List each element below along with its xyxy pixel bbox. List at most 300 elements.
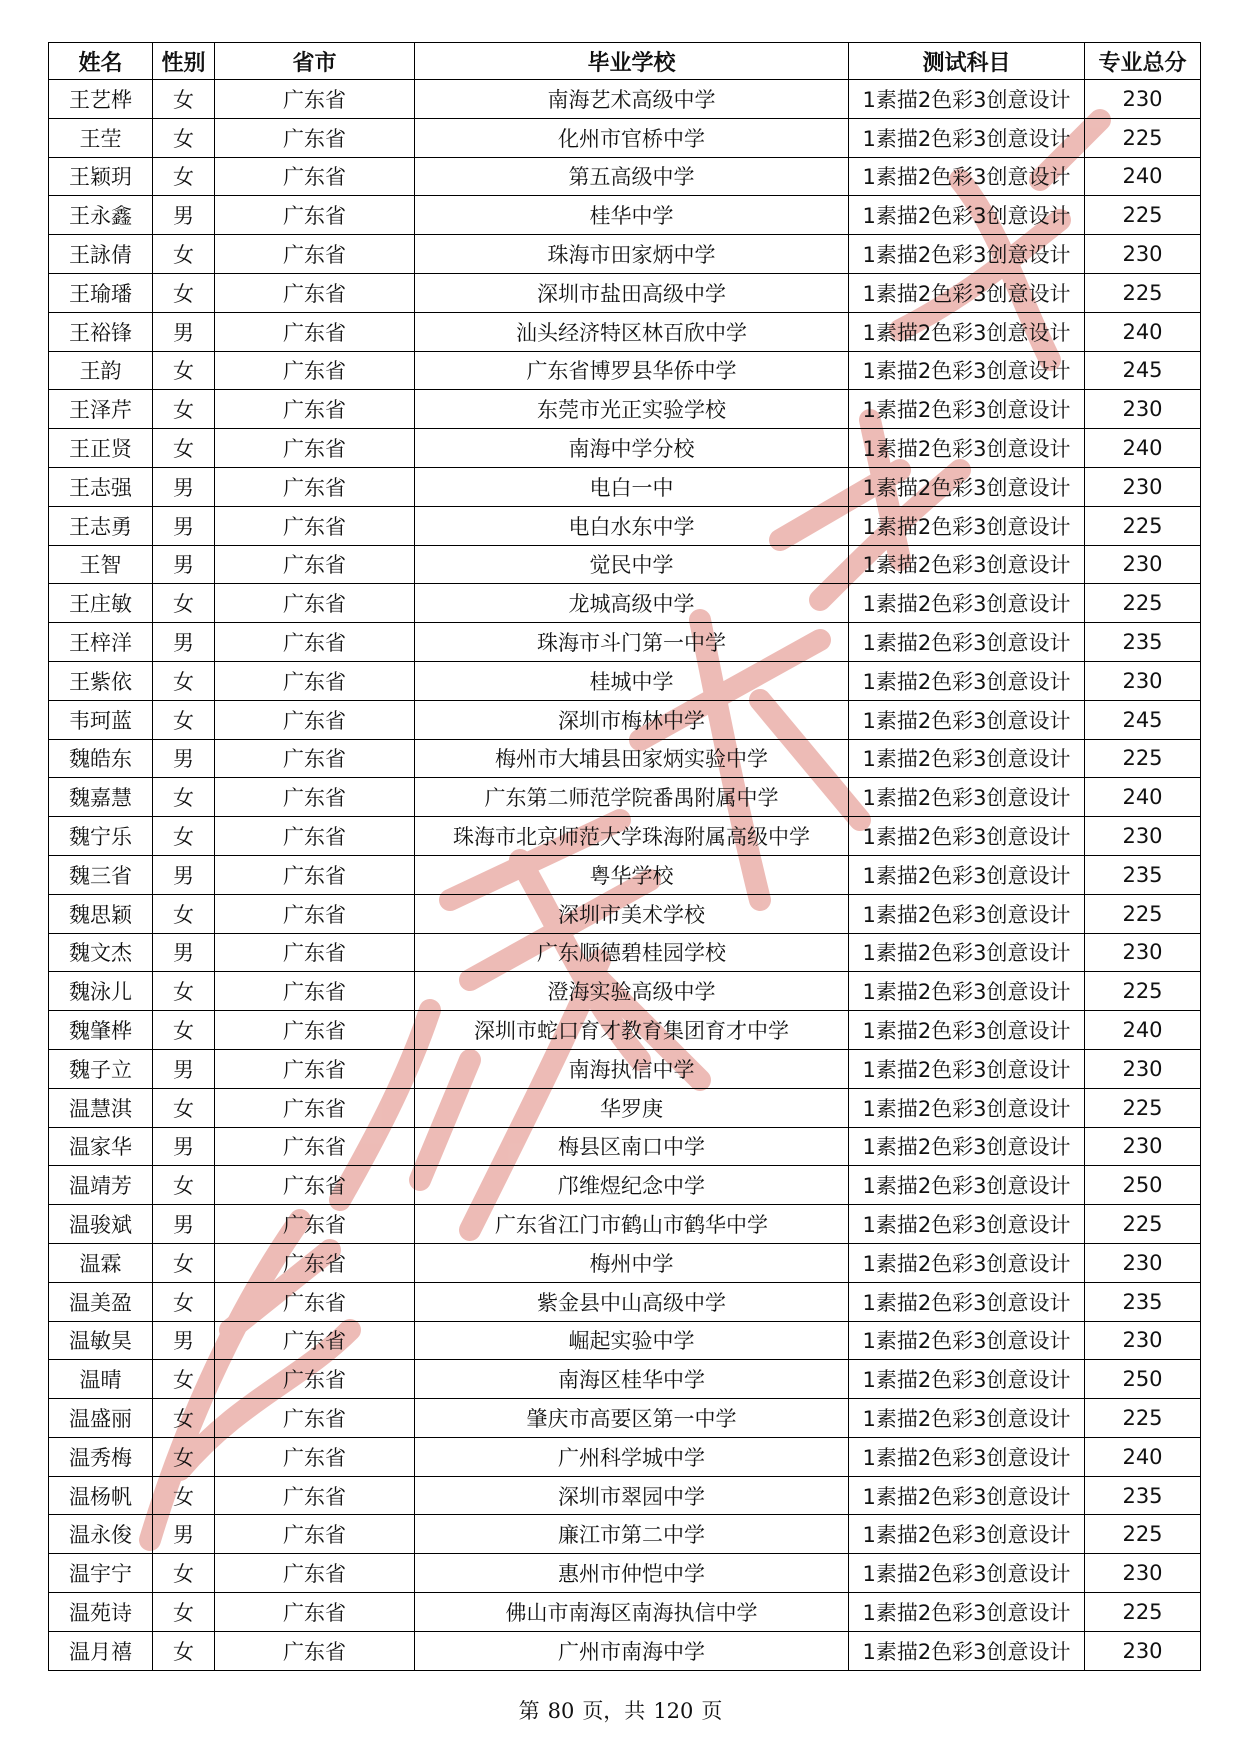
cell-name: 王庄敏 bbox=[49, 584, 153, 623]
cell-province: 广东省 bbox=[215, 1049, 415, 1088]
cell-province: 广东省 bbox=[215, 700, 415, 739]
cell-province: 广东省 bbox=[215, 933, 415, 972]
cell-name: 温杨帆 bbox=[49, 1476, 153, 1515]
cell-school: 南海中学分校 bbox=[415, 429, 849, 468]
cell-province: 广东省 bbox=[215, 429, 415, 468]
cell-gender: 女 bbox=[153, 1088, 215, 1127]
cell-gender: 女 bbox=[153, 1437, 215, 1476]
cell-school: 粤华学校 bbox=[415, 855, 849, 894]
cell-total-score: 230 bbox=[1085, 1049, 1201, 1088]
table-row bbox=[49, 855, 1201, 894]
cell-school: 惠州市仲恺中学 bbox=[415, 1554, 849, 1593]
cell-name: 王泽芹 bbox=[49, 390, 153, 429]
cell-province: 广东省 bbox=[215, 1554, 415, 1593]
header-subjects: 测试科目 bbox=[849, 43, 1085, 80]
cell-province: 广东省 bbox=[215, 312, 415, 351]
cell-gender: 男 bbox=[153, 196, 215, 235]
cell-subjects: 1素描2色彩3创意设计 bbox=[849, 196, 1085, 235]
cell-gender: 男 bbox=[153, 1205, 215, 1244]
cell-province: 广东省 bbox=[215, 351, 415, 390]
cell-school: 佛山市南海区南海执信中学 bbox=[415, 1593, 849, 1632]
cell-total-score: 225 bbox=[1085, 1088, 1201, 1127]
cell-name: 魏宁乐 bbox=[49, 817, 153, 856]
cell-gender: 男 bbox=[153, 545, 215, 584]
cell-subjects: 1素描2色彩3创意设计 bbox=[849, 1011, 1085, 1050]
table-row bbox=[49, 1631, 1201, 1670]
cell-total-score: 230 bbox=[1085, 80, 1201, 119]
cell-name: 王志强 bbox=[49, 467, 153, 506]
table-row bbox=[49, 1282, 1201, 1321]
table-row bbox=[49, 1011, 1201, 1050]
cell-school: 广州科学城中学 bbox=[415, 1437, 849, 1476]
cell-name: 温霖 bbox=[49, 1243, 153, 1282]
cell-school: 南海艺术高级中学 bbox=[415, 80, 849, 119]
cell-province: 广东省 bbox=[215, 817, 415, 856]
cell-subjects: 1素描2色彩3创意设计 bbox=[849, 1360, 1085, 1399]
cell-province: 广东省 bbox=[215, 1321, 415, 1360]
cell-subjects: 1素描2色彩3创意设计 bbox=[849, 157, 1085, 196]
footer-total-pages: 120 bbox=[653, 1699, 694, 1723]
table-row bbox=[49, 623, 1201, 662]
table-row bbox=[49, 118, 1201, 157]
header-gender: 性别 bbox=[153, 43, 215, 80]
cell-total-score: 235 bbox=[1085, 1282, 1201, 1321]
cell-total-score: 250 bbox=[1085, 1360, 1201, 1399]
cell-province: 广东省 bbox=[215, 855, 415, 894]
cell-subjects: 1素描2色彩3创意设计 bbox=[849, 1554, 1085, 1593]
cell-name: 魏子立 bbox=[49, 1049, 153, 1088]
table-row bbox=[49, 196, 1201, 235]
table-row bbox=[49, 1205, 1201, 1244]
cell-school: 广东第二师范学院番禺附属中学 bbox=[415, 778, 849, 817]
cell-school: 珠海市北京师范大学珠海附属高级中学 bbox=[415, 817, 849, 856]
cell-subjects: 1素描2色彩3创意设计 bbox=[849, 855, 1085, 894]
cell-gender: 女 bbox=[153, 817, 215, 856]
cell-province: 广东省 bbox=[215, 545, 415, 584]
cell-subjects: 1素描2色彩3创意设计 bbox=[849, 235, 1085, 274]
cell-gender: 女 bbox=[153, 1360, 215, 1399]
cell-total-score: 225 bbox=[1085, 506, 1201, 545]
cell-name: 温晴 bbox=[49, 1360, 153, 1399]
cell-total-score: 240 bbox=[1085, 1011, 1201, 1050]
table-row bbox=[49, 1593, 1201, 1632]
cell-total-score: 225 bbox=[1085, 894, 1201, 933]
table-row bbox=[49, 933, 1201, 972]
cell-total-score: 235 bbox=[1085, 855, 1201, 894]
cell-name: 温美盈 bbox=[49, 1282, 153, 1321]
cell-school: 紫金县中山高级中学 bbox=[415, 1282, 849, 1321]
cell-total-score: 240 bbox=[1085, 157, 1201, 196]
cell-name: 王艺桦 bbox=[49, 80, 153, 119]
cell-name: 王瑜璠 bbox=[49, 273, 153, 312]
table-row bbox=[49, 1166, 1201, 1205]
cell-province: 广东省 bbox=[215, 1011, 415, 1050]
cell-total-score: 235 bbox=[1085, 1476, 1201, 1515]
cell-name: 王韵 bbox=[49, 351, 153, 390]
cell-subjects: 1素描2色彩3创意设计 bbox=[849, 118, 1085, 157]
cell-name: 魏肇桦 bbox=[49, 1011, 153, 1050]
cell-school: 广东省博罗县华侨中学 bbox=[415, 351, 849, 390]
cell-total-score: 225 bbox=[1085, 972, 1201, 1011]
header-name: 姓名 bbox=[49, 43, 153, 80]
cell-province: 广东省 bbox=[215, 739, 415, 778]
cell-name: 王志勇 bbox=[49, 506, 153, 545]
cell-subjects: 1素描2色彩3创意设计 bbox=[849, 545, 1085, 584]
cell-gender: 男 bbox=[153, 467, 215, 506]
cell-name: 温靖芳 bbox=[49, 1166, 153, 1205]
cell-name: 魏文杰 bbox=[49, 933, 153, 972]
table-row bbox=[49, 351, 1201, 390]
cell-name: 魏思颖 bbox=[49, 894, 153, 933]
cell-subjects: 1素描2色彩3创意设计 bbox=[849, 1593, 1085, 1632]
cell-province: 广东省 bbox=[215, 1631, 415, 1670]
table-row bbox=[49, 1049, 1201, 1088]
cell-subjects: 1素描2色彩3创意设计 bbox=[849, 972, 1085, 1011]
cell-province: 广东省 bbox=[215, 1360, 415, 1399]
cell-subjects: 1素描2色彩3创意设计 bbox=[849, 312, 1085, 351]
table-row bbox=[49, 778, 1201, 817]
cell-subjects: 1素描2色彩3创意设计 bbox=[849, 817, 1085, 856]
table-row bbox=[49, 1399, 1201, 1438]
table-row bbox=[49, 894, 1201, 933]
cell-name: 魏三省 bbox=[49, 855, 153, 894]
cell-subjects: 1素描2色彩3创意设计 bbox=[849, 390, 1085, 429]
cell-province: 广东省 bbox=[215, 1127, 415, 1166]
cell-subjects: 1素描2色彩3创意设计 bbox=[849, 623, 1085, 662]
cell-total-score: 225 bbox=[1085, 584, 1201, 623]
cell-school: 电白一中 bbox=[415, 467, 849, 506]
cell-name: 温秀梅 bbox=[49, 1437, 153, 1476]
cell-school: 深圳市盐田高级中学 bbox=[415, 273, 849, 312]
cell-gender: 女 bbox=[153, 429, 215, 468]
cell-total-score: 235 bbox=[1085, 623, 1201, 662]
cell-total-score: 245 bbox=[1085, 700, 1201, 739]
cell-name: 王紫依 bbox=[49, 661, 153, 700]
cell-name: 王梓洋 bbox=[49, 623, 153, 662]
cell-total-score: 230 bbox=[1085, 545, 1201, 584]
cell-school: 汕头经济特区林百欣中学 bbox=[415, 312, 849, 351]
cell-school: 东莞市光正实验学校 bbox=[415, 390, 849, 429]
cell-subjects: 1素描2色彩3创意设计 bbox=[849, 506, 1085, 545]
cell-gender: 女 bbox=[153, 390, 215, 429]
cell-total-score: 225 bbox=[1085, 1205, 1201, 1244]
footer-prefix: 第 bbox=[518, 1699, 540, 1723]
cell-subjects: 1素描2色彩3创意设计 bbox=[849, 1049, 1085, 1088]
score-table-container bbox=[48, 42, 1200, 1671]
cell-subjects: 1素描2色彩3创意设计 bbox=[849, 1243, 1085, 1282]
cell-name: 王茔 bbox=[49, 118, 153, 157]
cell-school: 深圳市梅林中学 bbox=[415, 700, 849, 739]
cell-subjects: 1素描2色彩3创意设计 bbox=[849, 1437, 1085, 1476]
header-total-score: 专业总分 bbox=[1085, 43, 1201, 80]
cell-name: 温骏斌 bbox=[49, 1205, 153, 1244]
table-row bbox=[49, 972, 1201, 1011]
table-row bbox=[49, 1437, 1201, 1476]
score-table bbox=[48, 42, 1201, 1671]
cell-province: 广东省 bbox=[215, 390, 415, 429]
cell-total-score: 225 bbox=[1085, 273, 1201, 312]
cell-province: 广东省 bbox=[215, 467, 415, 506]
cell-school: 广东省江门市鹤山市鹤华中学 bbox=[415, 1205, 849, 1244]
cell-province: 广东省 bbox=[215, 778, 415, 817]
cell-name: 温月禧 bbox=[49, 1631, 153, 1670]
cell-name: 王智 bbox=[49, 545, 153, 584]
cell-gender: 女 bbox=[153, 1282, 215, 1321]
cell-province: 广东省 bbox=[215, 1243, 415, 1282]
cell-province: 广东省 bbox=[215, 972, 415, 1011]
cell-name: 温永俊 bbox=[49, 1515, 153, 1554]
cell-gender: 女 bbox=[153, 235, 215, 274]
cell-name: 王颖玥 bbox=[49, 157, 153, 196]
cell-gender: 男 bbox=[153, 739, 215, 778]
cell-total-score: 225 bbox=[1085, 1515, 1201, 1554]
cell-total-score: 230 bbox=[1085, 467, 1201, 506]
cell-total-score: 230 bbox=[1085, 1127, 1201, 1166]
cell-name: 温慧淇 bbox=[49, 1088, 153, 1127]
table-row bbox=[49, 1554, 1201, 1593]
cell-name: 温敏昊 bbox=[49, 1321, 153, 1360]
cell-gender: 女 bbox=[153, 1593, 215, 1632]
cell-gender: 男 bbox=[153, 312, 215, 351]
table-row bbox=[49, 1127, 1201, 1166]
cell-total-score: 230 bbox=[1085, 661, 1201, 700]
cell-province: 广东省 bbox=[215, 1437, 415, 1476]
cell-gender: 女 bbox=[153, 584, 215, 623]
cell-school: 廉江市第二中学 bbox=[415, 1515, 849, 1554]
footer-page-number: 80 bbox=[547, 1699, 575, 1723]
cell-school: 珠海市斗门第一中学 bbox=[415, 623, 849, 662]
cell-subjects: 1素描2色彩3创意设计 bbox=[849, 429, 1085, 468]
cell-school: 广州市南海中学 bbox=[415, 1631, 849, 1670]
cell-school: 肇庆市高要区第一中学 bbox=[415, 1399, 849, 1438]
table-row bbox=[49, 700, 1201, 739]
cell-total-score: 250 bbox=[1085, 1166, 1201, 1205]
cell-gender: 男 bbox=[153, 855, 215, 894]
cell-subjects: 1素描2色彩3创意设计 bbox=[849, 1631, 1085, 1670]
cell-school: 澄海实验高级中学 bbox=[415, 972, 849, 1011]
cell-name: 魏嘉慧 bbox=[49, 778, 153, 817]
cell-subjects: 1素描2色彩3创意设计 bbox=[849, 1127, 1085, 1166]
cell-province: 广东省 bbox=[215, 157, 415, 196]
cell-province: 广东省 bbox=[215, 80, 415, 119]
cell-subjects: 1素描2色彩3创意设计 bbox=[849, 80, 1085, 119]
cell-province: 广东省 bbox=[215, 118, 415, 157]
cell-gender: 女 bbox=[153, 1554, 215, 1593]
table-row bbox=[49, 506, 1201, 545]
table-row bbox=[49, 273, 1201, 312]
table-row bbox=[49, 1321, 1201, 1360]
cell-subjects: 1素描2色彩3创意设计 bbox=[849, 1205, 1085, 1244]
cell-gender: 男 bbox=[153, 1321, 215, 1360]
cell-name: 温家华 bbox=[49, 1127, 153, 1166]
cell-name: 王正贤 bbox=[49, 429, 153, 468]
cell-school: 梅州中学 bbox=[415, 1243, 849, 1282]
cell-school: 第五高级中学 bbox=[415, 157, 849, 196]
cell-total-score: 230 bbox=[1085, 1631, 1201, 1670]
cell-province: 广东省 bbox=[215, 1399, 415, 1438]
cell-total-score: 230 bbox=[1085, 1554, 1201, 1593]
cell-gender: 女 bbox=[153, 700, 215, 739]
table-row bbox=[49, 1243, 1201, 1282]
cell-subjects: 1素描2色彩3创意设计 bbox=[849, 933, 1085, 972]
table-row bbox=[49, 739, 1201, 778]
cell-gender: 女 bbox=[153, 894, 215, 933]
cell-school: 深圳市蛇口育才教育集团育才中学 bbox=[415, 1011, 849, 1050]
cell-subjects: 1素描2色彩3创意设计 bbox=[849, 1282, 1085, 1321]
table-header-row bbox=[49, 43, 1201, 80]
table-row bbox=[49, 390, 1201, 429]
cell-subjects: 1素描2色彩3创意设计 bbox=[849, 1166, 1085, 1205]
table-row bbox=[49, 80, 1201, 119]
table-row bbox=[49, 1515, 1201, 1554]
cell-name: 魏皓东 bbox=[49, 739, 153, 778]
cell-total-score: 230 bbox=[1085, 933, 1201, 972]
cell-total-score: 230 bbox=[1085, 1243, 1201, 1282]
cell-total-score: 225 bbox=[1085, 739, 1201, 778]
cell-total-score: 230 bbox=[1085, 390, 1201, 429]
footer-suffix: 页 bbox=[701, 1699, 723, 1723]
cell-gender: 男 bbox=[153, 1049, 215, 1088]
table-row bbox=[49, 661, 1201, 700]
cell-total-score: 245 bbox=[1085, 351, 1201, 390]
table-row bbox=[49, 157, 1201, 196]
cell-school: 华罗庚 bbox=[415, 1088, 849, 1127]
table-row bbox=[49, 312, 1201, 351]
cell-total-score: 240 bbox=[1085, 1437, 1201, 1476]
cell-school: 深圳市美术学校 bbox=[415, 894, 849, 933]
cell-subjects: 1素描2色彩3创意设计 bbox=[849, 894, 1085, 933]
cell-total-score: 240 bbox=[1085, 429, 1201, 468]
table-row bbox=[49, 584, 1201, 623]
cell-gender: 女 bbox=[153, 778, 215, 817]
cell-province: 广东省 bbox=[215, 1282, 415, 1321]
cell-school: 梅县区南口中学 bbox=[415, 1127, 849, 1166]
cell-school: 南海执信中学 bbox=[415, 1049, 849, 1088]
cell-subjects: 1素描2色彩3创意设计 bbox=[849, 273, 1085, 312]
table-row bbox=[49, 817, 1201, 856]
cell-school: 南海区桂华中学 bbox=[415, 1360, 849, 1399]
cell-subjects: 1素描2色彩3创意设计 bbox=[849, 584, 1085, 623]
cell-province: 广东省 bbox=[215, 1088, 415, 1127]
cell-total-score: 225 bbox=[1085, 1399, 1201, 1438]
footer-mid: 页，共 bbox=[582, 1699, 646, 1723]
cell-gender: 女 bbox=[153, 1476, 215, 1515]
cell-total-score: 225 bbox=[1085, 196, 1201, 235]
cell-province: 广东省 bbox=[215, 273, 415, 312]
cell-school: 桂华中学 bbox=[415, 196, 849, 235]
cell-school: 崛起实验中学 bbox=[415, 1321, 849, 1360]
cell-province: 广东省 bbox=[215, 661, 415, 700]
header-province: 省市 bbox=[215, 43, 415, 80]
cell-gender: 女 bbox=[153, 118, 215, 157]
cell-province: 广东省 bbox=[215, 1515, 415, 1554]
cell-name: 韦珂蓝 bbox=[49, 700, 153, 739]
table-row bbox=[49, 235, 1201, 274]
cell-gender: 女 bbox=[153, 972, 215, 1011]
table-row bbox=[49, 429, 1201, 468]
cell-gender: 女 bbox=[153, 1399, 215, 1438]
cell-gender: 男 bbox=[153, 506, 215, 545]
cell-province: 广东省 bbox=[215, 196, 415, 235]
cell-gender: 女 bbox=[153, 1631, 215, 1670]
cell-subjects: 1素描2色彩3创意设计 bbox=[849, 1476, 1085, 1515]
table-row bbox=[49, 545, 1201, 584]
cell-province: 广东省 bbox=[215, 235, 415, 274]
cell-subjects: 1素描2色彩3创意设计 bbox=[849, 351, 1085, 390]
header-school: 毕业学校 bbox=[415, 43, 849, 80]
cell-school: 广东顺德碧桂园学校 bbox=[415, 933, 849, 972]
cell-name: 魏泳儿 bbox=[49, 972, 153, 1011]
cell-school: 电白水东中学 bbox=[415, 506, 849, 545]
cell-gender: 女 bbox=[153, 1166, 215, 1205]
cell-province: 广东省 bbox=[215, 894, 415, 933]
cell-school: 邝维煜纪念中学 bbox=[415, 1166, 849, 1205]
cell-province: 广东省 bbox=[215, 1205, 415, 1244]
cell-school: 梅州市大埔县田家炳实验中学 bbox=[415, 739, 849, 778]
cell-subjects: 1素描2色彩3创意设计 bbox=[849, 661, 1085, 700]
cell-gender: 女 bbox=[153, 273, 215, 312]
cell-gender: 女 bbox=[153, 351, 215, 390]
cell-total-score: 225 bbox=[1085, 118, 1201, 157]
cell-gender: 男 bbox=[153, 933, 215, 972]
table-row bbox=[49, 467, 1201, 506]
cell-name: 温盛丽 bbox=[49, 1399, 153, 1438]
cell-gender: 男 bbox=[153, 623, 215, 662]
cell-name: 王永鑫 bbox=[49, 196, 153, 235]
cell-school: 珠海市田家炳中学 bbox=[415, 235, 849, 274]
cell-total-score: 230 bbox=[1085, 817, 1201, 856]
cell-gender: 男 bbox=[153, 1127, 215, 1166]
cell-name: 王詠倩 bbox=[49, 235, 153, 274]
cell-subjects: 1素描2色彩3创意设计 bbox=[849, 1088, 1085, 1127]
cell-province: 广东省 bbox=[215, 1593, 415, 1632]
table-row bbox=[49, 1088, 1201, 1127]
cell-name: 温宇宁 bbox=[49, 1554, 153, 1593]
cell-school: 觉民中学 bbox=[415, 545, 849, 584]
cell-total-score: 230 bbox=[1085, 235, 1201, 274]
cell-gender: 女 bbox=[153, 1243, 215, 1282]
cell-province: 广东省 bbox=[215, 506, 415, 545]
cell-gender: 男 bbox=[153, 1515, 215, 1554]
cell-province: 广东省 bbox=[215, 584, 415, 623]
cell-subjects: 1素描2色彩3创意设计 bbox=[849, 1515, 1085, 1554]
cell-total-score: 240 bbox=[1085, 312, 1201, 351]
cell-school: 龙城高级中学 bbox=[415, 584, 849, 623]
cell-school: 桂城中学 bbox=[415, 661, 849, 700]
cell-province: 广东省 bbox=[215, 623, 415, 662]
cell-name: 温苑诗 bbox=[49, 1593, 153, 1632]
cell-school: 深圳市翠园中学 bbox=[415, 1476, 849, 1515]
page-footer bbox=[0, 1695, 1241, 1725]
table-row bbox=[49, 1360, 1201, 1399]
cell-province: 广东省 bbox=[215, 1166, 415, 1205]
cell-subjects: 1素描2色彩3创意设计 bbox=[849, 739, 1085, 778]
table-row bbox=[49, 1476, 1201, 1515]
cell-subjects: 1素描2色彩3创意设计 bbox=[849, 778, 1085, 817]
cell-total-score: 225 bbox=[1085, 1593, 1201, 1632]
cell-province: 广东省 bbox=[215, 1476, 415, 1515]
cell-gender: 女 bbox=[153, 80, 215, 119]
cell-school: 化州市官桥中学 bbox=[415, 118, 849, 157]
cell-subjects: 1素描2色彩3创意设计 bbox=[849, 1321, 1085, 1360]
cell-subjects: 1素描2色彩3创意设计 bbox=[849, 467, 1085, 506]
cell-subjects: 1素描2色彩3创意设计 bbox=[849, 700, 1085, 739]
table-body bbox=[49, 80, 1201, 1671]
cell-gender: 女 bbox=[153, 157, 215, 196]
cell-gender: 女 bbox=[153, 661, 215, 700]
cell-subjects: 1素描2色彩3创意设计 bbox=[849, 1399, 1085, 1438]
cell-total-score: 240 bbox=[1085, 778, 1201, 817]
